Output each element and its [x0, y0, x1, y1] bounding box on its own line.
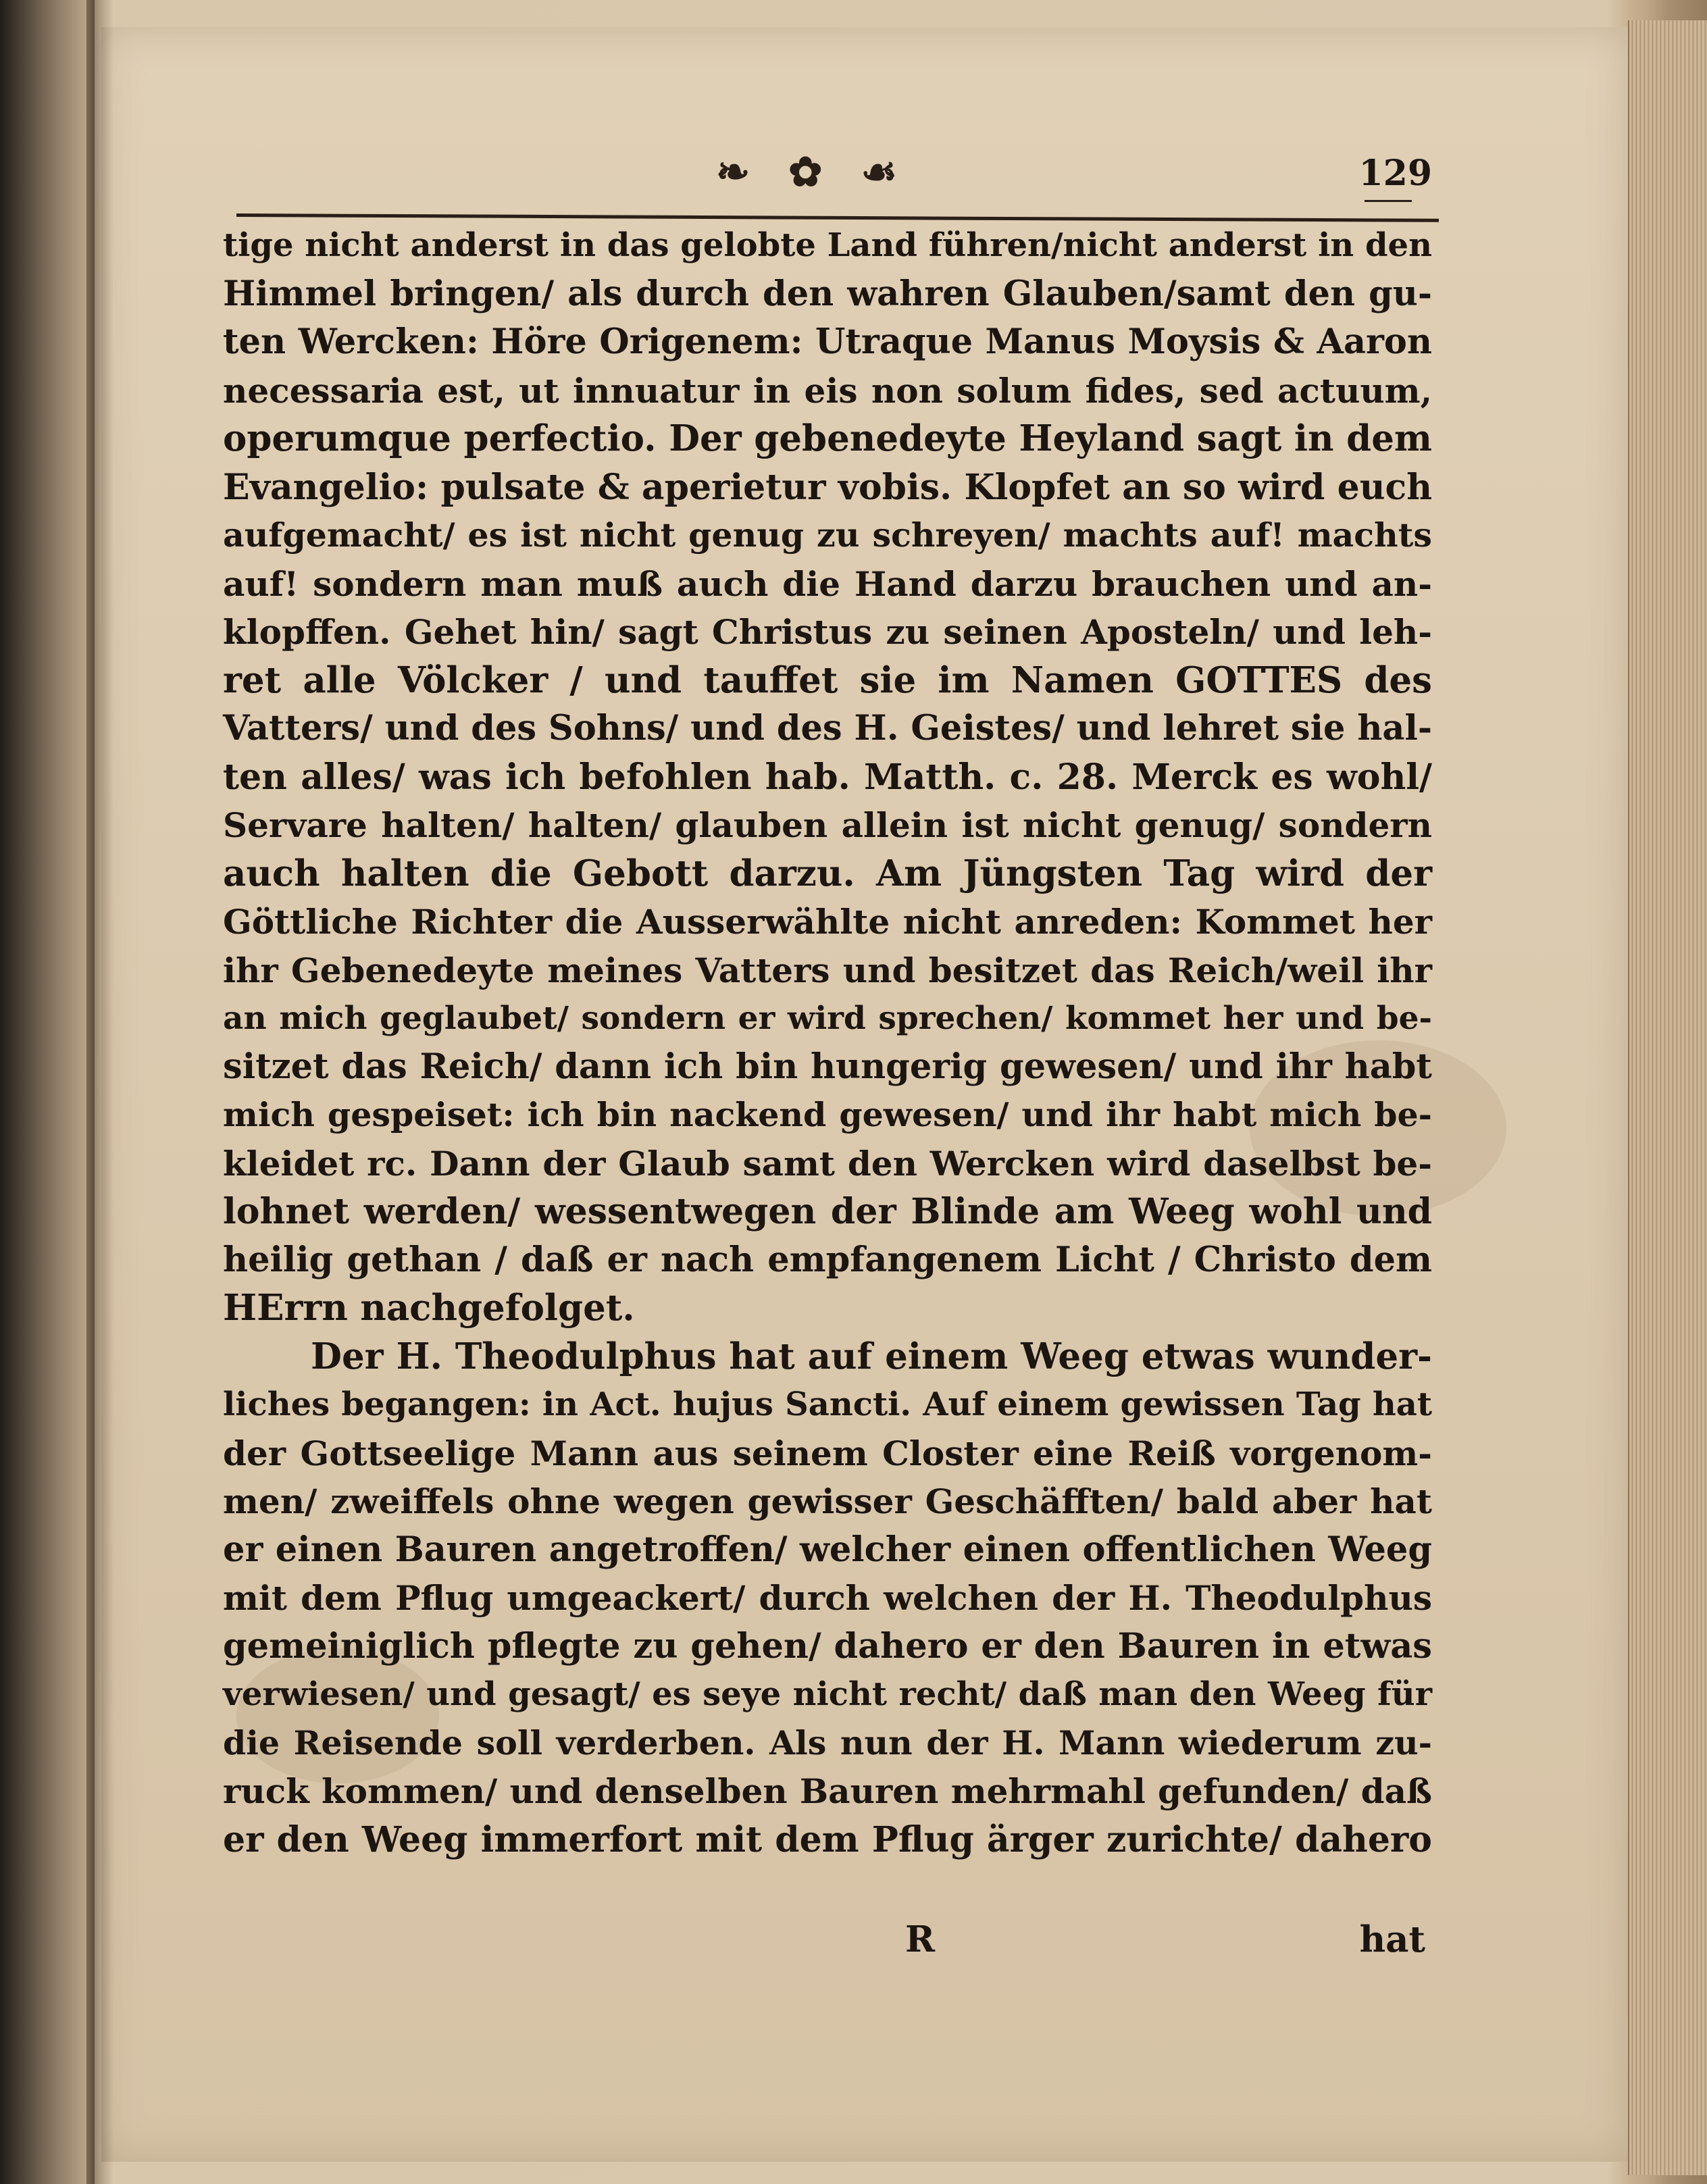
text-line: ten Wercken: Höre Origenem: Utraque Manus Moysis & Aaron	[223, 322, 1432, 362]
header-ornament: ❧ ✿ ☙	[716, 149, 910, 196]
text-line: mit dem Pflug umgeackert/ durch welchen der H. Theodulphus	[223, 1578, 1432, 1618]
text-line: liches begangen: in Act. hujus Sancti. Auf einem gewissen Tag hat	[223, 1386, 1432, 1423]
text-line: auch halten die Gebott darzu. Am Jüngsten Tag wird der	[223, 852, 1432, 894]
text-line: Himmel bringen/ als durch den wahren Glauben/samt den gu-	[223, 273, 1432, 314]
text-line: er einen Bauren angetroffen/ welcher einen offentlichen Weeg	[223, 1529, 1432, 1570]
text-line: verwiesen/ und gesagt/ es seye nicht recht/ daß man den Weeg für	[223, 1675, 1432, 1713]
catchword: hat	[1359, 1919, 1425, 1960]
text-line: auf! sondern man muß auch die Hand darzu brauchen und an-	[223, 563, 1432, 604]
text-line: ruck kommen/ und denselben Bauren mehrmahl gefunden/ daß	[223, 1771, 1432, 1811]
page-edges	[1628, 20, 1707, 2175]
left-page-edge	[0, 0, 95, 2184]
body-text	[223, 222, 1432, 1864]
text-line: an mich geglaubet/ sondern er wird sprechen/ kommet her und be-	[223, 1000, 1432, 1037]
text-line: Servare halten/ halten/ glauben allein ist nicht genug/ sondern	[223, 805, 1432, 845]
text-line: operumque perfectio. Der gebenedeyte Heyland sagt in dem	[223, 417, 1432, 459]
page-number: 129	[1358, 153, 1432, 194]
page-footer	[223, 1919, 1432, 1967]
text-line: gemeiniglich pflegte zu gehen/ dahero er den Bauren in etwas	[223, 1625, 1432, 1667]
text-line: heilig gethan / daß er nach empfangenem Licht / Christo dem	[223, 1239, 1432, 1280]
text-line: aufgemacht/ es ist nicht genug zu schreyen/ machts auf! machts	[223, 515, 1432, 555]
header-rule-short	[1365, 200, 1412, 202]
text-line: er den Weeg immerfort mit dem Pflug ärger zurichte/ dahero	[223, 1819, 1432, 1860]
text-line: der Gottseelige Mann aus seinem Closter eine Reiß vorgenom-	[223, 1433, 1432, 1473]
gutter-shadow	[86, 0, 113, 2184]
signature-mark: R	[905, 1919, 936, 1960]
text-line: ihr Gebenedeyte meines Vatters und besitzet das Reich/weil ihr	[223, 950, 1432, 990]
text-line: men/ zweiffels ohne wegen gewisser Geschäfften/ bald aber hat	[223, 1481, 1432, 1521]
text-line: die Reisende soll verderben. Als nun der H. Mann wiederum zu-	[223, 1723, 1432, 1762]
text-line: necessaria est, ut innuatur in eis non solum fides, sed actuum,	[223, 370, 1432, 411]
text-line: Evangelio: pulsate & aperietur vobis. Klopfet an so wird euch	[223, 466, 1432, 508]
text-line: ret alle Völcker / und tauffet sie im Namen GOTTES des	[223, 659, 1432, 701]
text-line: kleidet rc. Dann der Glaub samt den Wercken wird daselbst be-	[223, 1143, 1432, 1184]
text-line: mich gespeiset: ich bin nackend gewesen/ und ihr habt mich be-	[223, 1095, 1432, 1134]
text-line: tige nicht anderst in das gelobte Land führen/nicht anderst in den	[223, 226, 1432, 264]
text-line: ten alles/ was ich befohlen hab. Matth. c. 28. Merck es wohl/	[223, 756, 1432, 798]
text-line: lohnet werden/ wessentwegen der Blinde am Weeg wohl und	[223, 1191, 1432, 1232]
text-line-paragraph-start: Der H. Theodulphus hat auf einem Weeg etwas wunder-	[311, 1335, 1432, 1377]
text-line: Göttliche Richter die Ausserwählte nicht anreden: Kommet her	[223, 902, 1432, 942]
text-line-paragraph-end: HErrn nachgefolget.	[223, 1287, 635, 1329]
text-line: sitzet das Reich/ dann ich bin hungerig gewesen/ und ihr habt	[223, 1046, 1432, 1087]
text-line: Vatters/ und des Sohns/ und des H. Geistes/ und lehret sie hal-	[223, 708, 1432, 748]
text-line: klopffen. Gehet hin/ sagt Christus zu seinen Aposteln/ und leh-	[223, 612, 1432, 652]
page-header	[243, 149, 1432, 196]
